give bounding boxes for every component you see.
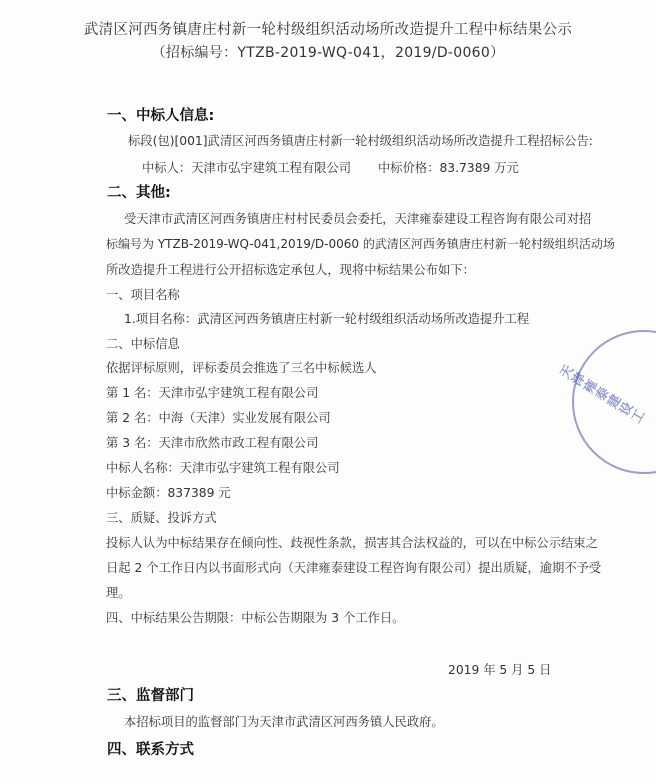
item2-intro: 依据评标原则，评标委员会推选了三名中标候选人: [106, 361, 377, 375]
item3-line-2: 日起 2 个工作日内以书面形式向（天津雍泰建设工程咨询有限公司）提出质疑，逾期不予受: [106, 561, 602, 575]
price-line: 中标价格：83.7389 万元: [378, 161, 519, 175]
paragraph-line-2: 标编号为 YTZB-2019-WQ-041,2019/D-0060 的武清区河西务镇唐庄村新一轮村级组织活动场: [106, 237, 615, 251]
notice-date: 2019 年 5 月 5 日: [448, 663, 552, 677]
item2-heading: 二、中标信息: [106, 337, 180, 351]
winner-line: 中标人：天津市弘宇建筑工程有限公司: [142, 161, 352, 175]
winning-amount: 中标金额：837389 元: [106, 486, 231, 500]
lot-line: 标段(包)[001]武清区河西务镇唐庄村新一轮村级组织活动场所改造提升工程招标公告:: [128, 134, 593, 148]
section3-heading: 三、监督部门: [107, 688, 194, 704]
rank-3: 第 3 名：天津市欣然市政工程有限公司: [106, 436, 319, 450]
official-seal-text: 天津雍泰建设工: [555, 363, 647, 428]
paragraph-line-3: 所改造提升工程进行公开招标选定承包人，现将中标结果公布如下：: [106, 263, 475, 277]
section4-heading: 四、联系方式: [107, 742, 194, 758]
supervision-text: 本招标项目的监督部门为天津市武清区河西务镇人民政府。: [124, 715, 444, 729]
item3-line-1: 投标人认为中标结果存在倾向性、歧视性条款，损害其合法权益的，可以在中标公示结束之: [106, 536, 598, 550]
section1-heading: 一、中标人信息:: [107, 108, 215, 124]
section2-heading: 二、其他:: [107, 185, 171, 201]
item1-text: 1.项目名称：武清区河西务镇唐庄村新一轮村级组织活动场所改造提升工程: [124, 312, 530, 326]
rank-1: 第 1 名：天津市弘宇建筑工程有限公司: [106, 386, 319, 400]
item3-line-3: 理。: [106, 586, 131, 600]
item1-heading: 一、项目名称: [106, 288, 180, 302]
rank-2: 第 2 名：中海（天津）实业发展有限公司: [106, 411, 331, 425]
document-title: 武清区河西务镇唐庄村新一轮村级组织活动场所改造提升工程中标结果公示: [83, 22, 573, 38]
tender-number: （招标编号：YTZB-2019-WQ-041，2019/D-0060）: [151, 45, 505, 61]
item3-heading: 三、质疑、投诉方式: [106, 511, 217, 525]
item4-text: 四、中标结果公告期限：中标公告期限为 3 个工作日。: [106, 611, 405, 625]
paragraph-line-1: 受天津市武清区河西务镇唐庄村村民委员会委托，天津雍泰建设工程咨询有限公司对招: [124, 212, 592, 226]
winner-name: 中标人名称：天津市弘宇建筑工程有限公司: [106, 461, 340, 475]
